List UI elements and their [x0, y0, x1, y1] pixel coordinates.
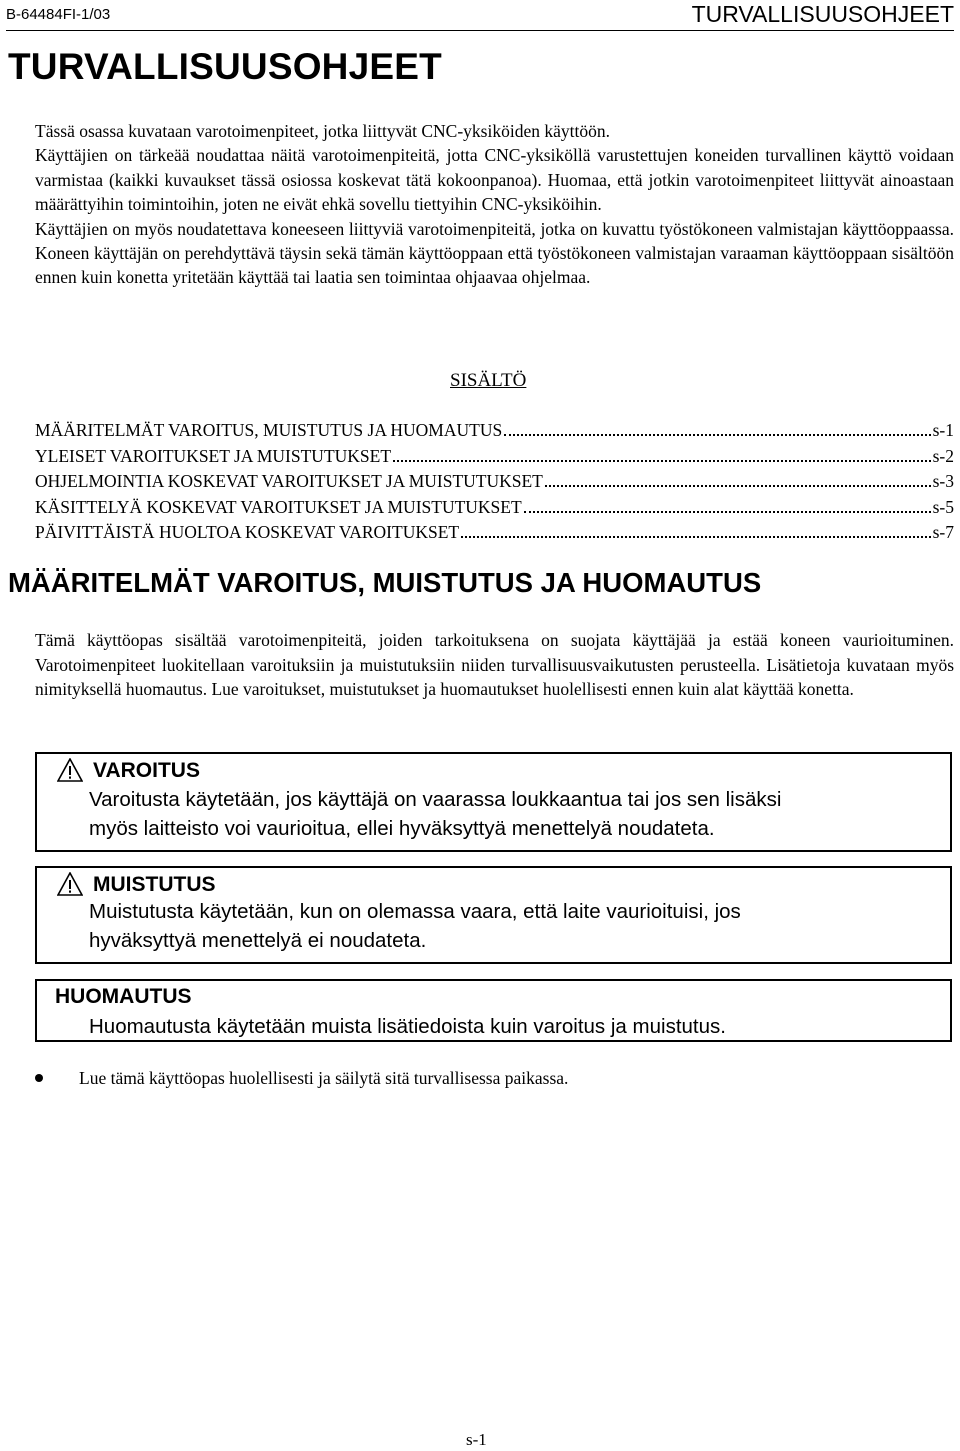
toc-leader-dots: [524, 511, 931, 513]
note-box: [35, 979, 952, 1042]
toc-entry-page: s-7: [932, 522, 954, 542]
header-title: TURVALLISUUSOHJEET: [691, 1, 954, 27]
bullet-text: Lue tämä käyttöopas huolellisesti ja säilytä sitä turvallisessa paikassa.: [79, 1068, 569, 1088]
warning-triangle-icon: [57, 872, 83, 896]
toc-heading: SISÄLTÖ: [450, 370, 527, 391]
toc-entry[interactable]: [35, 522, 954, 548]
toc-entry-page: s-3: [932, 471, 954, 491]
toc-leader-dots: [393, 460, 931, 462]
toc-entry-title: YLEISET VAROITUKSET JA MUISTUTUKSET: [35, 445, 392, 466]
section-heading: MÄÄRITELMÄT VAROITUS, MUISTUTUS JA HUOMAUTUS: [8, 567, 762, 598]
warning-title: VAROITUS: [93, 759, 200, 782]
caution-title: MUISTUTUS: [93, 873, 216, 896]
warning-text-line: Varoitusta käytetään, jos käyttäjä on vaarassa loukkaantua tai jos sen lisäksi: [89, 788, 782, 811]
table-of-contents: [35, 420, 954, 548]
toc-entry-page: s-2: [932, 445, 954, 466]
warning-box: [35, 752, 952, 852]
section-body: Tämä käyttöopas sisältää varotoimenpiteitä, joiden tarkoituksena on suojata käyttäjää ja estää koneen vaurioituminen. Varotoimenpiteet luokitellaan varoituksiin ja muistutuksiin niiden turvallisuusvaikutusten perusteella. Lisätietoja kuvataan myös nimityksellä huomautus. Lue varoitukset, muistutukset ja huomautukset huolellisesti ennen kuin alat käyttää konetta.: [35, 630, 954, 700]
toc-leader-dots: [545, 485, 931, 487]
intro-text: [35, 119, 954, 290]
page-header: [6, 0, 954, 31]
page-number: s-1: [466, 1430, 487, 1449]
warning-text: [89, 785, 929, 843]
toc-entry[interactable]: [35, 471, 954, 497]
toc-entry-title: MÄÄRITELMÄT VAROITUS, MUISTUTUS JA HUOMAUTUS: [35, 420, 503, 440]
warning-text-line: myös laitteisto voi vaurioitua, ellei hyväksyttyä menettelyä noudateta.: [89, 817, 715, 840]
toc-entry-title: KÄSITTELYÄ KOSKEVAT VAROITUKSET JA MUISTUTUKSET: [35, 496, 522, 517]
note-text-line: Huomautusta käytetään muista lisätiedoista kuin varoitus ja muistutus.: [89, 1015, 726, 1038]
intro-paragraph-1: Tässä osassa kuvataan varotoimenpiteet, jotka liittyvät CNC-yksiköiden käyttöön.: [35, 121, 610, 141]
toc-entry[interactable]: [35, 420, 954, 446]
toc-entry[interactable]: [35, 497, 954, 523]
toc-entry-page: s-1: [932, 420, 954, 440]
toc-entry-page: s-5: [932, 496, 954, 517]
intro-paragraph-2: Käyttäjien on tärkeää noudattaa näitä varotoimenpiteitä, jotta CNC-yksiköllä varustettujen koneiden turvallinen käyttö voidaan varmistaa (kaikki kuvaukset tässä osiossa koskevat tätä kokoonpanoa). Huomaa, että jotkin varotoimenpiteet liittyvät ainoastaan määrättyihin toimintoihin, joten ne eivät ehkä sovellu tiettyihin CNC-yksiköihin.: [35, 145, 954, 215]
caution-text-line: Muistutusta käytetään, kun on olemassa vaara, että laite vaurioituisi, jos: [89, 900, 741, 923]
toc-entry-title: OHJELMOINTIA KOSKEVAT VAROITUKSET JA MUISTUTUKSET: [35, 471, 543, 491]
caution-text-line: hyväksyttyä menettelyä ei noudateta.: [89, 929, 427, 952]
intro-paragraph-3: Käyttäjien on myös noudatettava koneeseen liittyviä varotoimenpiteitä, jotka on kuvattu työstökoneen valmistajan käyttöoppaassa. Koneen käyttäjän on perehdyttävä täysin sekä tämän käyttöoppaan että työstökoneen valmistajan varaaman käyttöoppaan sisältöön ennen kuin konetta yritetään käyttää tai laatia sen toimintaa ohjaavaa ohjelmaa.: [35, 218, 954, 288]
note-title: HUOMAUTUS: [55, 985, 192, 1008]
page-title: TURVALLISUUSOHJEET: [8, 46, 442, 87]
bullet-dot-icon: [35, 1074, 43, 1082]
toc-entry-title: PÄIVITTÄISTÄ HUOLTOA KOSKEVAT VAROITUKSET: [35, 522, 460, 542]
caution-box: [35, 866, 952, 964]
warning-triangle-icon: [57, 758, 83, 782]
note-text: [89, 1012, 929, 1041]
toc-entry[interactable]: [35, 446, 954, 472]
toc-leader-dots: [461, 536, 931, 538]
document-code: B-64484FI-1/03: [6, 6, 111, 23]
toc-leader-dots: [504, 434, 930, 436]
caution-text: [89, 897, 929, 955]
